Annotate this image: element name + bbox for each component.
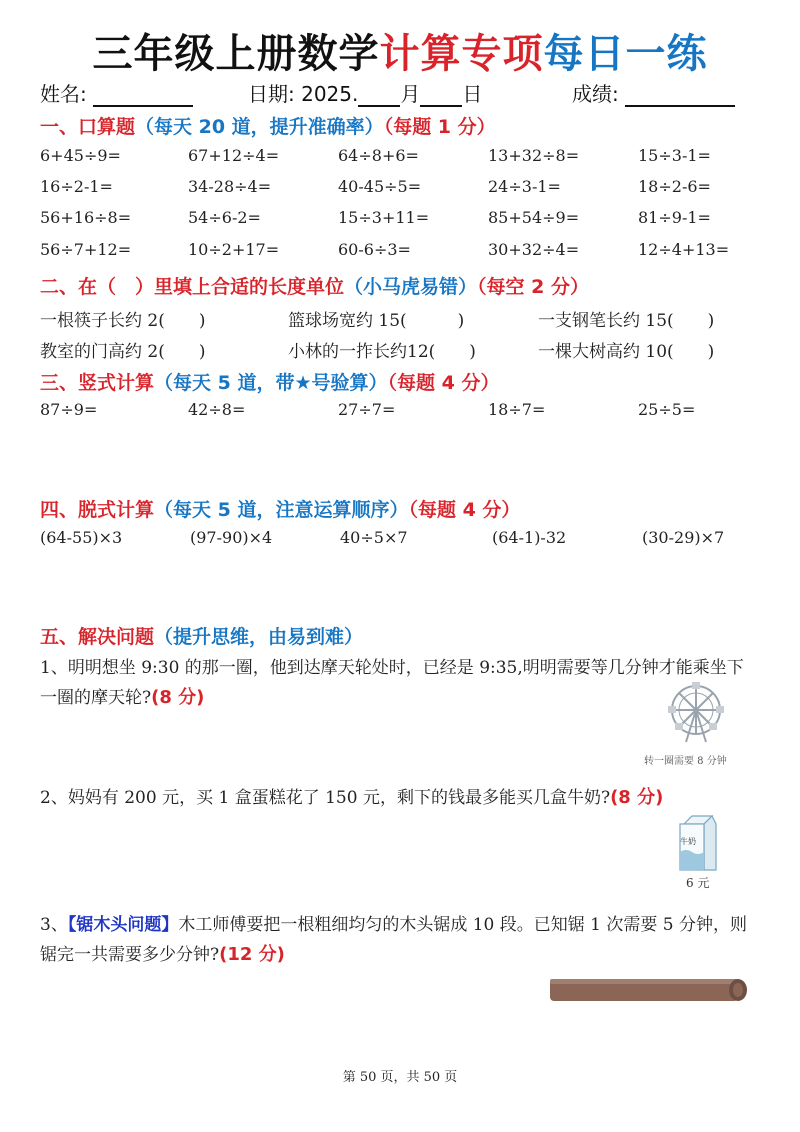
oral-item: 30+32÷4= (488, 240, 580, 259)
oral-item: 13+32÷8= (488, 146, 580, 165)
stepwise-calc-item: (97-90)×4 (190, 528, 273, 547)
section-2-desc: （小马虎易错） (344, 276, 478, 298)
section-1-points: （每题 1 分） (383, 116, 496, 138)
oral-item: 6+45÷9= (40, 146, 121, 165)
section-4-heading (40, 495, 520, 522)
date-field[interactable] (248, 78, 482, 107)
word-problem-1 (40, 653, 760, 713)
oral-row-2 (40, 177, 770, 203)
name-label: 姓名: (40, 82, 87, 106)
score-field[interactable] (572, 78, 735, 107)
log-icon (548, 976, 750, 1004)
problem-1-text: 1、明明想坐 9:30 的那一圈，他到达摩天轮处时，已经是 9:35,明明需要等几分钟才能乘坐下一圈的摩天轮? (40, 658, 744, 708)
vertical-calc-item: 18÷7= (488, 400, 546, 419)
oral-item: 16÷2-1= (40, 177, 113, 196)
stepwise-calc-row (40, 528, 770, 554)
milk-carton-label: 牛奶 (680, 837, 696, 846)
section-2-number: 二、在（ ）里填上合适的长度单位 (40, 276, 345, 298)
vertical-calc-item: 25÷5= (638, 400, 696, 419)
oral-row-4 (40, 240, 770, 266)
problem-1-points: (8 分) (151, 687, 205, 708)
oral-item: 85+54÷9= (488, 208, 580, 227)
section-5-desc: （提升思维，由易到难） (154, 626, 364, 648)
vertical-calc-item: 27÷7= (338, 400, 396, 419)
oral-item: 15÷3+11= (338, 208, 430, 227)
unit-blank-item[interactable]: 一棵大树高约 10( ) (538, 342, 715, 362)
section-1-number: 一、口算题 (40, 116, 136, 138)
stepwise-calc-item: (64-1)-32 (492, 528, 567, 547)
oral-item: 24÷3-1= (488, 177, 561, 196)
problem-3-text: 木工师傅要把一根粗细均匀的木头锯成 10 段。已知锯 1 次需要 5 分钟，则锯完一共需要多少分钟? (40, 915, 748, 965)
page-title (0, 22, 800, 79)
unit-blank-item[interactable]: 一根筷子长约 2( ) (40, 311, 206, 331)
oral-item: 67+12÷4= (188, 146, 280, 165)
milk-price: 6 元 (686, 876, 710, 890)
oral-item: 56÷7+12= (40, 240, 132, 259)
oral-item: 12÷4+13= (638, 240, 730, 259)
day-label: 日 (462, 82, 483, 106)
problem-2-text: 2、妈妈有 200 元，买 1 盒蛋糕花了 150 元，剩下的钱最多能买几盒牛奶? (40, 788, 611, 808)
section-3-number: 三、竖式计算 (40, 372, 155, 394)
stepwise-calc-item: 40÷5×7 (340, 528, 408, 547)
oral-item: 60-6÷3= (338, 240, 411, 259)
stepwise-calc-item: (64-55)×3 (40, 528, 123, 547)
unit-blank-item[interactable]: 教室的门高约 2( ) (40, 342, 206, 362)
oral-item: 64÷8+6= (338, 146, 419, 165)
info-line (40, 78, 760, 106)
word-problem-3 (40, 910, 760, 970)
vertical-calc-item: 87÷9= (40, 400, 98, 419)
section-5-number: 五、解决问题 (40, 626, 155, 648)
section-1-desc: （每天 20 道，提升准确率） (135, 116, 384, 138)
problem-3-points: (12 分) (219, 944, 285, 965)
oral-row-3 (40, 208, 770, 234)
ferris-wheel-icon (664, 682, 728, 744)
section-3-heading (40, 368, 499, 395)
oral-item: 40-45÷5= (338, 177, 422, 196)
section-1-heading (40, 112, 496, 139)
section-5-heading (40, 622, 363, 649)
word-problem-2 (40, 783, 760, 813)
section-4-desc: （每天 5 道，注意运算顺序） (154, 499, 409, 521)
unit-blank-item[interactable]: 篮球场宽约 15( ) (288, 311, 465, 331)
unit-row-2 (40, 337, 770, 363)
score-label: 成绩: (572, 82, 619, 106)
vertical-calc-row (40, 400, 770, 426)
oral-item: 54÷6-2= (188, 208, 261, 227)
unit-row-1 (40, 306, 770, 332)
title-part-1: 三年级上册数学 (92, 31, 380, 77)
section-2-points: （每空 2 分） (477, 276, 589, 298)
section-3-points: （每题 4 分） (387, 372, 500, 394)
problem-2-points: (8 分) (610, 787, 664, 808)
vertical-calc-item: 42÷8= (188, 400, 246, 419)
oral-item: 15÷3-1= (638, 146, 711, 165)
oral-item: 81÷9-1= (638, 208, 711, 227)
section-2-heading (40, 272, 589, 299)
oral-item: 34-28÷4= (188, 177, 272, 196)
oral-item: 56+16÷8= (40, 208, 132, 227)
date-label: 日期: 2025. (248, 82, 359, 106)
section-3-desc: （每天 5 道，带★号验算） (154, 372, 388, 394)
problem-3-prefix: 3、 (40, 915, 68, 935)
page-footer: 第 50 页，共 50 页 (342, 1070, 458, 1085)
month-label: 月 (400, 82, 421, 106)
title-part-3: 每日一练 (543, 31, 708, 77)
section-4-number: 四、脱式计算 (40, 499, 155, 521)
oral-item: 10÷2+17= (188, 240, 280, 259)
stepwise-calc-item: (30-29)×7 (642, 528, 725, 547)
unit-blank-item[interactable]: 小林的一拃长约12( ) (288, 342, 476, 362)
oral-row-1 (40, 146, 770, 172)
name-field[interactable] (40, 78, 193, 107)
ferris-wheel-caption: 转一圈需要 8 分钟 (644, 756, 727, 767)
section-4-points: （每题 4 分） (408, 499, 521, 521)
title-part-2: 计算专项 (379, 31, 544, 77)
unit-blank-item[interactable]: 一支钢笔长约 15( ) (538, 311, 715, 331)
problem-3-tag: 【锯木头问题】 (67, 915, 179, 935)
oral-item: 18÷2-6= (638, 177, 711, 196)
